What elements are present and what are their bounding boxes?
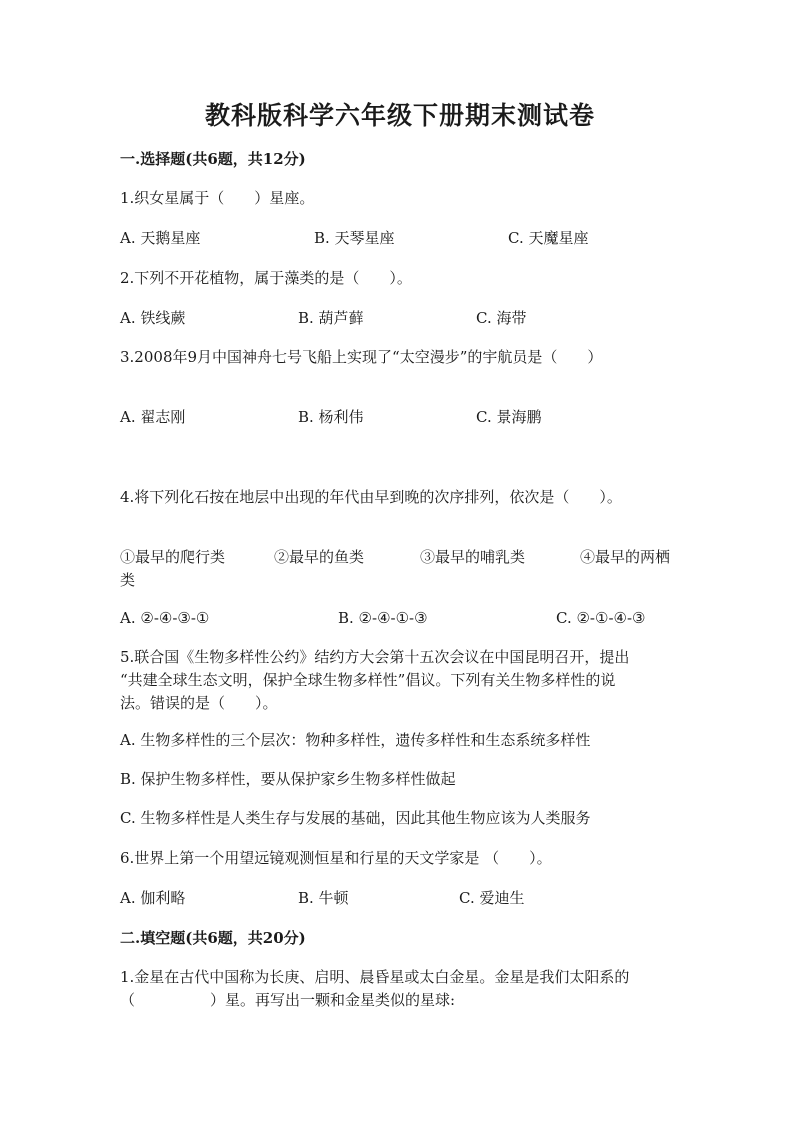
question-5-stem-line-3: 法。错误的是（ ）。	[120, 694, 278, 712]
question-5-stem-line-1: 5.联合国《生物多样性公约》结约方大会第十五次会议在中国昆明召开，提出	[120, 648, 630, 666]
question-3-option-c: C. 景海鹏	[476, 408, 542, 426]
fill-question-1-line-2: （ ）星。再写出一颗和金星类似的星球:	[120, 991, 456, 1009]
question-3-stem: 3.2008年9月中国神舟七号飞船上实现了“太空漫步”的宇航员是（ ）	[120, 348, 603, 366]
question-4-option-a: A. ②-④-③-①	[120, 609, 210, 627]
question-1-option-c: C. 天魔星座	[508, 229, 589, 247]
question-5-option-a: A. 生物多样性的三个层次：物种多样性，遗传多样性和生态系统多样性	[120, 731, 591, 749]
question-4-stem: 4.将下列化石按在地层中出现的年代由早到晚的次序排列，依次是（ ）。	[120, 488, 622, 506]
question-4-option-b: B. ②-④-①-③	[338, 609, 428, 627]
question-4-item-1: ①最早的爬行类	[120, 548, 226, 566]
question-6-option-b: B. 牛顿	[298, 889, 349, 907]
question-5-option-c: C. 生物多样性是人类生存与发展的基础，因此其他生物应该为人类服务	[120, 809, 591, 827]
question-1-option-b: B. 天琴星座	[314, 229, 395, 247]
question-6-option-c: C. 爱迪生	[459, 889, 525, 907]
question-5-stem-line-2: “共建全球生态文明，保护全球生物多样性”倡议。下列有关生物多样性的说	[120, 671, 616, 689]
section-heading-choice: 一.选择题(共6题，共12分)	[120, 150, 306, 168]
question-6-stem: 6.世界上第一个用望远镜观测恒星和行星的天文学家是 （ ）。	[120, 849, 552, 867]
fill-question-1-line-1: 1.金星在古代中国称为长庚、启明、晨昏星或太白金星。金星是我们太阳系的	[120, 968, 630, 986]
question-4-item-2: ②最早的鱼类	[274, 548, 365, 566]
question-4-item-4: ④最早的两栖	[580, 548, 671, 566]
question-1-option-a: A. 天鹅星座	[120, 229, 201, 247]
question-3-option-a: A. 翟志刚	[120, 408, 186, 426]
section-heading-fill: 二.填空题(共6题，共20分)	[120, 929, 306, 947]
question-5-option-b: B. 保护生物多样性，要从保护家乡生物多样性做起	[120, 770, 456, 788]
question-2-option-a: A. 铁线蕨	[120, 309, 186, 327]
question-3-option-b: B. 杨利伟	[298, 408, 364, 426]
question-4-item-4-wrap: 类	[120, 571, 136, 589]
page-title: 教科版科学六年级下册期末测试卷	[204, 101, 595, 130]
question-1-stem: 1.织女星属于（ ）星座。	[120, 189, 315, 207]
question-2-option-b: B. 葫芦藓	[298, 309, 364, 327]
question-4-option-c: C. ②-①-④-③	[556, 609, 646, 627]
question-6-option-a: A. 伽利略	[120, 889, 186, 907]
question-2-stem: 2.下列不开花植物，属于藻类的是（ ）。	[120, 269, 412, 287]
question-4-item-3: ③最早的哺乳类	[420, 548, 526, 566]
question-2-option-c: C. 海带	[476, 309, 527, 327]
